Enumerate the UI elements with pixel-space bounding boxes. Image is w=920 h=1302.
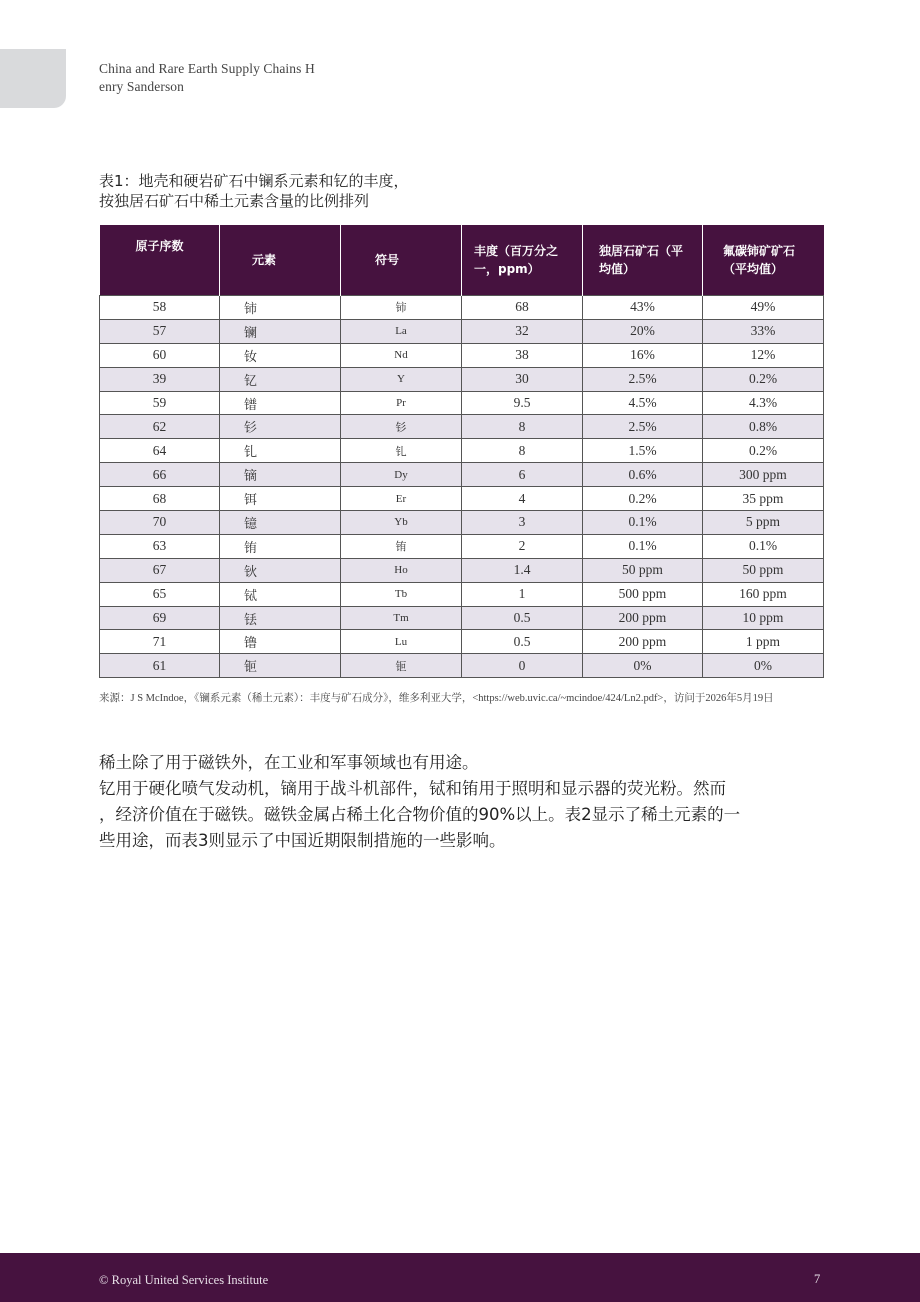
body-line-3: ，经济价值在于磁铁。磁铁金属占稀土化合物价值的90%以上。表2显示了稀土元素的一 — [99, 805, 741, 824]
monazite-cell: 50 ppm — [583, 558, 703, 582]
atomic-number-cell: 71 — [100, 630, 220, 654]
body-line-1: 稀土除了用于磁铁外，在工业和军事领域也有用途。 — [99, 753, 479, 772]
symbol-cell: Yb — [341, 511, 462, 535]
atomic-number-cell: 67 — [100, 558, 220, 582]
element-cell: 钐 — [220, 415, 341, 439]
element-cell: 钕 — [220, 343, 341, 367]
abundance-cell: 32 — [462, 319, 583, 343]
element-cell: 镧 — [220, 319, 341, 343]
atomic-number-cell: 69 — [100, 606, 220, 630]
abundance-cell: 4 — [462, 487, 583, 511]
corner-tab — [0, 49, 66, 108]
symbol-cell: Lu — [341, 630, 462, 654]
table-row — [100, 319, 824, 343]
bastnaesite-cell: 0.8% — [703, 415, 824, 439]
bastnaesite-cell: 0% — [703, 654, 824, 678]
monazite-cell: 0.1% — [583, 534, 703, 558]
symbol-cell: Pr — [341, 391, 462, 415]
element-cell: 钷 — [220, 654, 341, 678]
body-line-2: 钇用于硬化喷气发动机，镝用于战斗机部件，铽和铕用于照明和显示器的荧光粉。然而 — [99, 779, 726, 798]
monazite-cell: 43% — [583, 296, 703, 320]
element-cell: 铒 — [220, 487, 341, 511]
symbol-cell: Ho — [341, 558, 462, 582]
monazite-cell: 500 ppm — [583, 582, 703, 606]
element-cell: 镥 — [220, 630, 341, 654]
monazite-cell: 0% — [583, 654, 703, 678]
abundance-cell: 2 — [462, 534, 583, 558]
monazite-cell: 2.5% — [583, 415, 703, 439]
atomic-number-cell: 61 — [100, 654, 220, 678]
atomic-number-cell: 62 — [100, 415, 220, 439]
abundance-cell: 68 — [462, 296, 583, 320]
symbol-cell: La — [341, 319, 462, 343]
table-row — [100, 511, 824, 535]
header-title-line-2: enry Sanderson — [99, 79, 185, 94]
bastnaesite-cell: 0.2% — [703, 439, 824, 463]
monazite-cell: 1.5% — [583, 439, 703, 463]
abundance-cell: 0.5 — [462, 630, 583, 654]
bastnaesite-cell: 35 ppm — [703, 487, 824, 511]
table-row — [100, 582, 824, 606]
abundance-cell: 38 — [462, 343, 583, 367]
atomic-number-cell: 57 — [100, 319, 220, 343]
atomic-number-cell: 64 — [100, 439, 220, 463]
monazite-cell: 20% — [583, 319, 703, 343]
symbol-cell: 钐 — [341, 415, 462, 439]
bastnaesite-cell: 33% — [703, 319, 824, 343]
table-row — [100, 558, 824, 582]
table-header-row — [100, 225, 824, 296]
running-header — [99, 60, 344, 96]
symbol-cell: Tm — [341, 606, 462, 630]
monazite-cell: 0.6% — [583, 463, 703, 487]
footer-copyright: © Royal United Services Institute — [99, 1273, 269, 1287]
element-cell: 镝 — [220, 463, 341, 487]
header-element: 元素 — [220, 225, 341, 296]
symbol-cell: Nd — [341, 343, 462, 367]
monazite-cell: 200 ppm — [583, 606, 703, 630]
monazite-cell: 0.1% — [583, 511, 703, 535]
element-cell: 铕 — [220, 534, 341, 558]
symbol-cell: 钷 — [341, 654, 462, 678]
page-number: 7 — [814, 1272, 821, 1286]
symbol-cell: Y — [341, 367, 462, 391]
table-row — [100, 296, 824, 320]
symbol-cell: Tb — [341, 582, 462, 606]
atomic-number-cell: 65 — [100, 582, 220, 606]
body-paragraph — [99, 750, 821, 854]
element-cell: 镨 — [220, 391, 341, 415]
atomic-number-cell: 59 — [100, 391, 220, 415]
bastnaesite-cell: 49% — [703, 296, 824, 320]
table-row — [100, 391, 824, 415]
element-cell: 钇 — [220, 367, 341, 391]
header-monazite: 独居石矿石（平均值） — [583, 225, 703, 296]
abundance-cell: 3 — [462, 511, 583, 535]
caption-line-1: 表1：地壳和硬岩矿石中镧系元素和钇的丰度， — [99, 172, 409, 190]
symbol-cell: 铕 — [341, 534, 462, 558]
abundance-cell: 8 — [462, 415, 583, 439]
header-symbol: 符号 — [341, 225, 462, 296]
bastnaesite-cell: 300 ppm — [703, 463, 824, 487]
bastnaesite-cell: 160 ppm — [703, 582, 824, 606]
symbol-cell: Dy — [341, 463, 462, 487]
abundance-cell: 0.5 — [462, 606, 583, 630]
caption-line-2: 按独居石矿石中稀土元素含量的比例排列 — [99, 192, 370, 210]
monazite-cell: 16% — [583, 343, 703, 367]
symbol-cell: 钆 — [341, 439, 462, 463]
abundance-cell: 6 — [462, 463, 583, 487]
bastnaesite-cell: 0.1% — [703, 534, 824, 558]
element-cell: 钬 — [220, 558, 341, 582]
abundance-cell: 30 — [462, 367, 583, 391]
table-row — [100, 463, 824, 487]
monazite-cell: 0.2% — [583, 487, 703, 511]
element-cell: 镱 — [220, 511, 341, 535]
page-footer — [0, 1253, 920, 1302]
table-row — [100, 343, 824, 367]
atomic-number-cell: 68 — [100, 487, 220, 511]
rare-earth-abundance-table — [99, 225, 824, 678]
table-row — [100, 606, 824, 630]
table-row — [100, 415, 824, 439]
bastnaesite-cell: 1 ppm — [703, 630, 824, 654]
atomic-number-cell: 60 — [100, 343, 220, 367]
atomic-number-cell: 70 — [100, 511, 220, 535]
header-atomic-number: 原子序数 — [100, 225, 220, 296]
table-row — [100, 487, 824, 511]
monazite-cell: 2.5% — [583, 367, 703, 391]
atomic-number-cell: 63 — [100, 534, 220, 558]
table-row — [100, 654, 824, 678]
header-abundance: 丰度（百万分之一，ppm） — [462, 225, 583, 296]
bastnaesite-cell: 0.2% — [703, 367, 824, 391]
source-note: 来源：J S McIndoe，《镧系元素（稀土元素）：丰度与矿石成分》，维多利亚大学，<https://web.uvic.ca/~mcindoe/424/Ln2.pdf>，访问于2026年5月19日 — [99, 693, 774, 704]
element-cell: 铽 — [220, 582, 341, 606]
table-caption — [99, 171, 479, 211]
body-line-4: 些用途，而表3则显示了中国近期限制措施的一些影响。 — [99, 831, 506, 850]
abundance-cell: 9.5 — [462, 391, 583, 415]
element-cell: 铈 — [220, 296, 341, 320]
monazite-cell: 200 ppm — [583, 630, 703, 654]
bastnaesite-cell: 5 ppm — [703, 511, 824, 535]
element-cell: 钆 — [220, 439, 341, 463]
abundance-cell: 8 — [462, 439, 583, 463]
symbol-cell: Er — [341, 487, 462, 511]
bastnaesite-cell: 4.3% — [703, 391, 824, 415]
monazite-cell: 4.5% — [583, 391, 703, 415]
table-row — [100, 439, 824, 463]
bastnaesite-cell: 50 ppm — [703, 558, 824, 582]
abundance-cell: 0 — [462, 654, 583, 678]
atomic-number-cell: 39 — [100, 367, 220, 391]
table-row — [100, 367, 824, 391]
symbol-cell: 铈 — [341, 296, 462, 320]
element-cell: 铥 — [220, 606, 341, 630]
header-title-line-1: China and Rare Earth Supply Chains H — [99, 61, 315, 76]
atomic-number-cell: 58 — [100, 296, 220, 320]
abundance-cell: 1 — [462, 582, 583, 606]
atomic-number-cell: 66 — [100, 463, 220, 487]
bastnaesite-cell: 12% — [703, 343, 824, 367]
table-body — [100, 296, 824, 678]
bastnaesite-cell: 10 ppm — [703, 606, 824, 630]
table-row — [100, 630, 824, 654]
header-bastnaesite: 氟碳铈矿矿石（平均值） — [703, 225, 824, 296]
table-row — [100, 534, 824, 558]
abundance-cell: 1.4 — [462, 558, 583, 582]
